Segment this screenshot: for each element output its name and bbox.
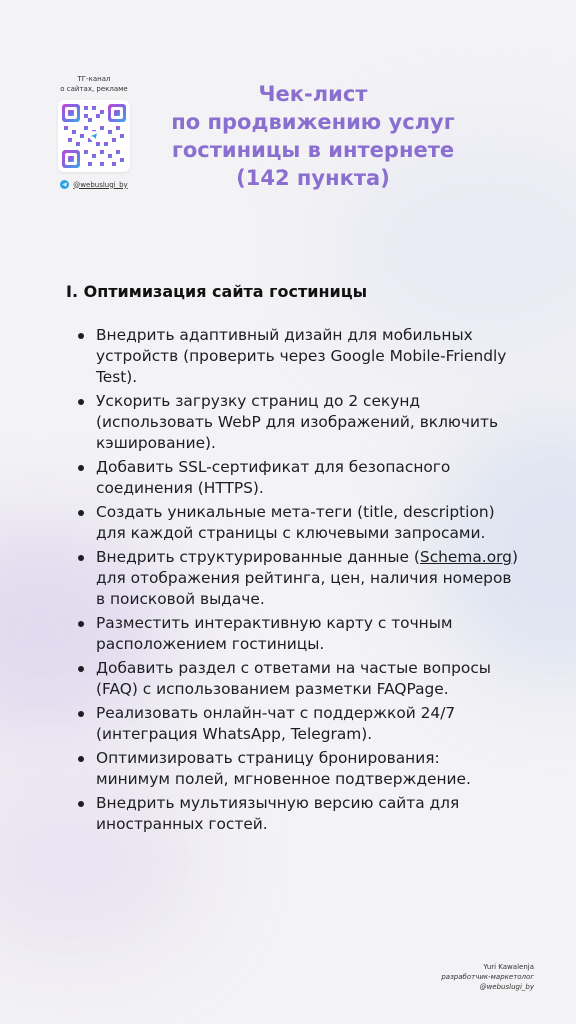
telegram-caption (48, 74, 140, 94)
author-name: Yuri Kawalenja (483, 963, 534, 971)
telegram-handle-row[interactable] (48, 180, 140, 189)
list-item: Создать уникальные мета-теги (title, description) для каждой страницы с ключевыми запросами. (78, 502, 518, 544)
telegram-caption-line: о сайтах, рекламе (60, 85, 128, 93)
section-heading: I. Оптимизация сайта гостиницы (66, 282, 368, 301)
schema-org-link[interactable]: Schema.org (419, 548, 512, 566)
qr-code[interactable] (58, 100, 130, 172)
title-line: гостиницы в интернете (171, 138, 455, 162)
list-item: Ускорить загрузку страниц до 2 секунд (использовать WebP для изображений, включить кэширование). (78, 391, 518, 454)
list-item: Внедрить адаптивный дизайн для мобильных устройств (проверить через Google Mobile-Friendly Test). (78, 325, 518, 388)
qr-code-icon (62, 104, 126, 168)
list-item: Реализовать онлайн-чат с поддержкой 24/7 (интеграция WhatsApp, Telegram). (78, 703, 518, 745)
title-line: (142 пункта) (236, 166, 390, 190)
title-line: Чек-лист (258, 82, 368, 106)
list-item-text: Внедрить структурированные данные ( (96, 548, 420, 566)
list-item: Разместить интерактивную карту с точным расположением гостиницы. (78, 613, 518, 655)
telegram-promo (48, 74, 140, 189)
author-role: разработчик-маркетолог (441, 973, 534, 981)
telegram-icon (60, 180, 69, 189)
page-title (150, 80, 476, 192)
author-handle: @webuslugi_by (479, 983, 534, 991)
list-item: Оптимизировать страницу бронирования: минимум полей, мгновенное подтверждение. (78, 748, 518, 790)
list-item (78, 547, 518, 610)
telegram-caption-line: ТГ-канал (77, 75, 111, 83)
author-signature (441, 962, 534, 992)
list-item: Добавить SSL-сертификат для безопасного соединения (HTTPS). (78, 457, 518, 499)
list-item-text: ) для отображения рейтинга, цен, наличия номеров в поисковой выдаче. (96, 548, 518, 608)
list-item: Внедрить мультиязычную версию сайта для иностранных гостей. (78, 793, 518, 835)
telegram-handle-link[interactable]: @webuslugi_by (73, 180, 128, 189)
list-item: Добавить раздел с ответами на частые вопросы (FAQ) с использованием разметки FAQPage. (78, 658, 518, 700)
title-line: по продвижению услуг (171, 110, 455, 134)
checklist (78, 325, 518, 838)
